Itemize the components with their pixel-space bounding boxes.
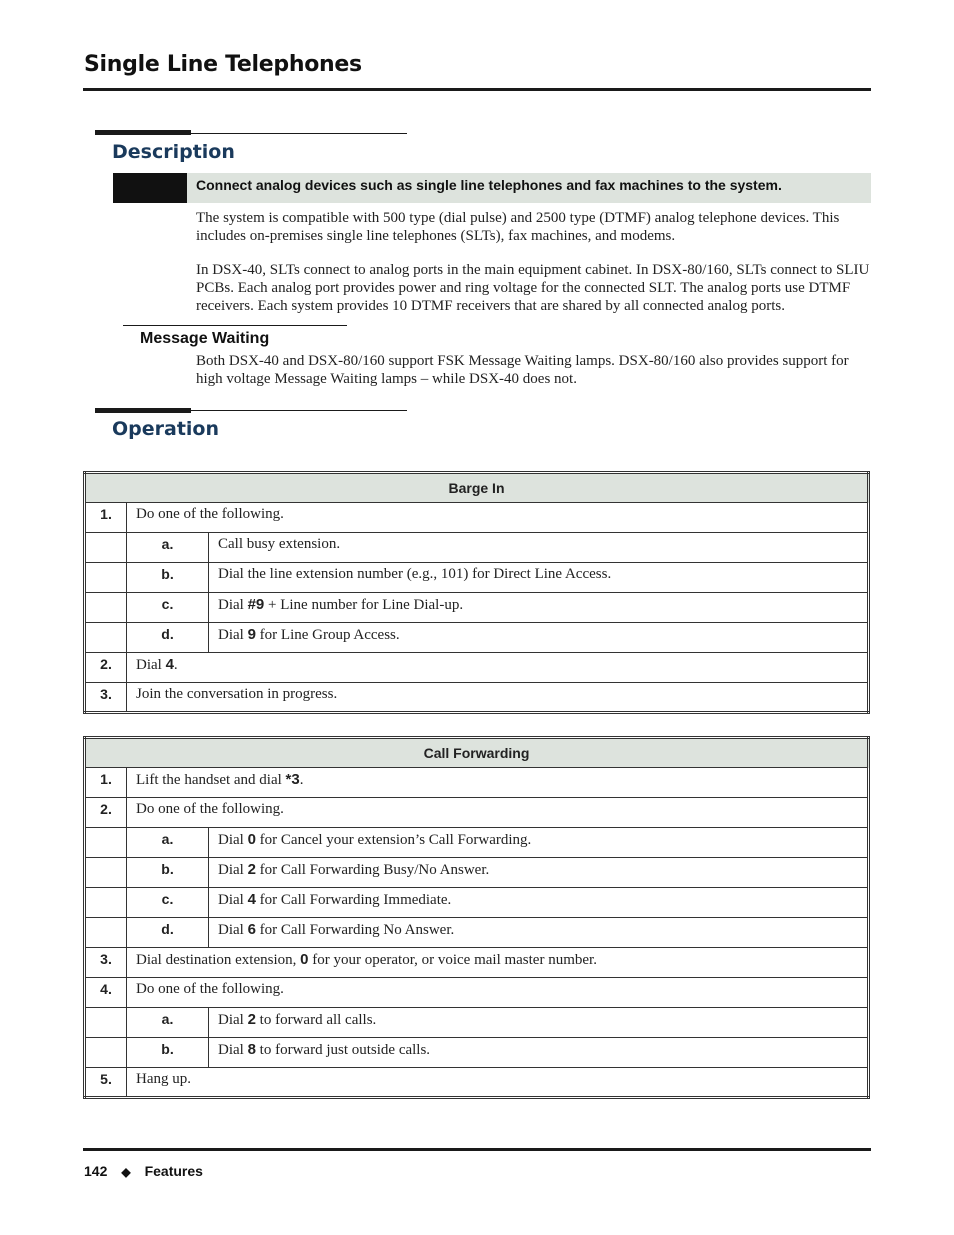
- step-text: [127, 683, 869, 713]
- table-row: [85, 533, 869, 563]
- step-text-fragment: Dial the line extension number (e.g., 101) for Direct Line Access.: [218, 566, 612, 582]
- step-number: [85, 563, 127, 593]
- step-number: [85, 858, 127, 888]
- step-text-fragment: Hang up.: [136, 1071, 191, 1087]
- substep-letter: b.: [127, 563, 209, 593]
- step-text: [127, 1068, 869, 1098]
- summary-text: Connect analog devices such as single line telephones and fax machines to the system.: [187, 173, 871, 203]
- step-number: 3.: [85, 683, 127, 713]
- substep-letter: a.: [127, 828, 209, 858]
- table-row: [85, 978, 869, 1008]
- subsection-rule: [123, 325, 347, 326]
- step-text-fragment: to forward all calls.: [255, 1012, 377, 1028]
- footer: [84, 1163, 203, 1179]
- table-row: [85, 798, 869, 828]
- step-text: [127, 948, 869, 978]
- step-text: [127, 653, 869, 683]
- table-row: [85, 768, 869, 798]
- step-text-fragment: Dial: [218, 922, 248, 938]
- title-rule: [83, 88, 871, 91]
- step-text-fragment: Dial: [218, 597, 248, 613]
- keystroke: *3: [285, 771, 300, 788]
- step-number: [85, 593, 127, 623]
- table-row: [85, 858, 869, 888]
- keystroke: 2: [247, 861, 256, 878]
- step-text-fragment: for Call Forwarding No Answer.: [255, 922, 455, 938]
- step-text-fragment: Do one of the following.: [136, 801, 284, 817]
- step-number: 1.: [85, 768, 127, 798]
- substep-letter: d.: [127, 918, 209, 948]
- step-text: [127, 798, 869, 828]
- summary-marker: [113, 173, 187, 203]
- keystroke: 2: [247, 1011, 256, 1028]
- substep-letter: d.: [127, 623, 209, 653]
- keystroke: #9: [247, 596, 265, 613]
- table-row: [85, 888, 869, 918]
- substep-letter: c.: [127, 593, 209, 623]
- step-text-fragment: Dial: [218, 1012, 248, 1028]
- message-waiting-heading: Message Waiting: [140, 330, 270, 347]
- step-number: [85, 888, 127, 918]
- table-row: [85, 1068, 869, 1098]
- table-row: [85, 563, 869, 593]
- description-paragraph-1: The system is compatible with 500 type (dial pulse) and 2500 type (DTMF) analog telephone devices. This includes on-premises single line telephones (SLTs), fax machines, and modems.: [196, 210, 840, 244]
- step-text-fragment: for Line Group Access.: [255, 627, 400, 643]
- step-text: [209, 533, 869, 563]
- step-number: 4.: [85, 978, 127, 1008]
- step-text-fragment: for Call Forwarding Busy/No Answer.: [255, 862, 490, 878]
- summary-banner: [113, 173, 871, 203]
- step-text: [209, 1038, 869, 1068]
- footer-section: Features: [144, 1163, 203, 1179]
- step-text: [209, 858, 869, 888]
- step-text-fragment: Dial: [136, 657, 166, 673]
- step-number: [85, 623, 127, 653]
- step-number: 2.: [85, 798, 127, 828]
- step-text: [209, 593, 869, 623]
- table-row: [85, 828, 869, 858]
- table-header-row: [85, 473, 869, 503]
- step-text: [209, 828, 869, 858]
- step-number: 3.: [85, 948, 127, 978]
- keystroke: 0: [300, 951, 309, 968]
- table-row: [85, 918, 869, 948]
- substep-letter: a.: [127, 533, 209, 563]
- step-text-fragment: Lift the handset and dial: [136, 772, 286, 788]
- step-number: [85, 828, 127, 858]
- table-row: [85, 653, 869, 683]
- table-row: [85, 593, 869, 623]
- operation-heading: Operation: [112, 418, 220, 440]
- section-bar-thin: [95, 410, 407, 411]
- description-heading: Description: [112, 141, 235, 163]
- step-text: [127, 503, 869, 533]
- step-number: [85, 918, 127, 948]
- step-number: [85, 1038, 127, 1068]
- step-text-fragment: Dial: [218, 862, 248, 878]
- step-text: [127, 768, 869, 798]
- step-number: [85, 533, 127, 563]
- step-text-fragment: + Line number for Line Dial-up.: [264, 597, 464, 613]
- page-title: Single Line Telephones: [84, 52, 362, 77]
- keystroke: 6: [247, 921, 256, 938]
- step-number: 2.: [85, 653, 127, 683]
- substep-letter: b.: [127, 858, 209, 888]
- keystroke: 8: [247, 1041, 256, 1058]
- step-text: [127, 978, 869, 1008]
- diamond-icon: ◆: [121, 1165, 131, 1179]
- message-waiting-text: Both DSX-40 and DSX-80/160 support FSK Message Waiting lamps. DSX-80/160 also provides support for high voltage Message Waiting lamps – while DSX-40 does not.: [196, 353, 849, 387]
- step-text-fragment: for your operator, or voice mail master number.: [308, 952, 597, 968]
- table-header-row: [85, 738, 869, 768]
- barge-in-table: [83, 471, 870, 714]
- step-text-fragment: Dial: [218, 832, 248, 848]
- footer-rule: [83, 1148, 871, 1151]
- step-text: [209, 563, 869, 593]
- keystroke: 0: [247, 831, 256, 848]
- step-text-fragment: Dial: [218, 627, 248, 643]
- table-row: [85, 623, 869, 653]
- substep-letter: c.: [127, 888, 209, 918]
- table-row: [85, 1008, 869, 1038]
- step-text-fragment: Dial destination extension,: [136, 952, 301, 968]
- step-text-fragment: for Cancel your extension’s Call Forwarding.: [255, 832, 532, 848]
- step-text-fragment: to forward just outside calls.: [255, 1042, 431, 1058]
- step-text-fragment: .: [173, 657, 178, 673]
- keystroke: 4: [247, 891, 256, 908]
- step-text-fragment: Do one of the following.: [136, 506, 284, 522]
- table-title: Barge In: [85, 473, 869, 503]
- step-text: [209, 918, 869, 948]
- keystroke: 9: [247, 626, 256, 643]
- step-text-fragment: Dial: [218, 892, 248, 908]
- substep-letter: b.: [127, 1038, 209, 1068]
- section-bar-thin: [95, 133, 407, 134]
- description-paragraph-2: In DSX-40, SLTs connect to analog ports in the main equipment cabinet. In DSX-80/160, SLTs connect to SLIU PCBs. Each analog port provides power and ring voltage for the connected SLT. The analog ports use DTMF receivers. Each system provides 10 DTMF receivers that are shared by all connected analog ports.: [196, 262, 870, 314]
- substep-letter: a.: [127, 1008, 209, 1038]
- page-number: 142: [84, 1163, 108, 1179]
- step-text-fragment: Do one of the following.: [136, 981, 284, 997]
- table-title: Call Forwarding: [85, 738, 869, 768]
- step-text: [209, 623, 869, 653]
- step-text-fragment: Join the conversation in progress.: [136, 686, 338, 702]
- step-text-fragment: .: [299, 772, 304, 788]
- step-number: 1.: [85, 503, 127, 533]
- table-row: [85, 948, 869, 978]
- step-number: [85, 1008, 127, 1038]
- step-text: [209, 1008, 869, 1038]
- keystroke: 4: [165, 656, 174, 673]
- step-text: [209, 888, 869, 918]
- table-row: [85, 1038, 869, 1068]
- step-text-fragment: for Call Forwarding Immediate.: [255, 892, 452, 908]
- table-row: [85, 503, 869, 533]
- call-forwarding-table: [83, 736, 870, 1099]
- step-text-fragment: Call busy extension.: [218, 536, 341, 552]
- step-text-fragment: Dial: [218, 1042, 248, 1058]
- table-row: [85, 683, 869, 713]
- step-number: 5.: [85, 1068, 127, 1098]
